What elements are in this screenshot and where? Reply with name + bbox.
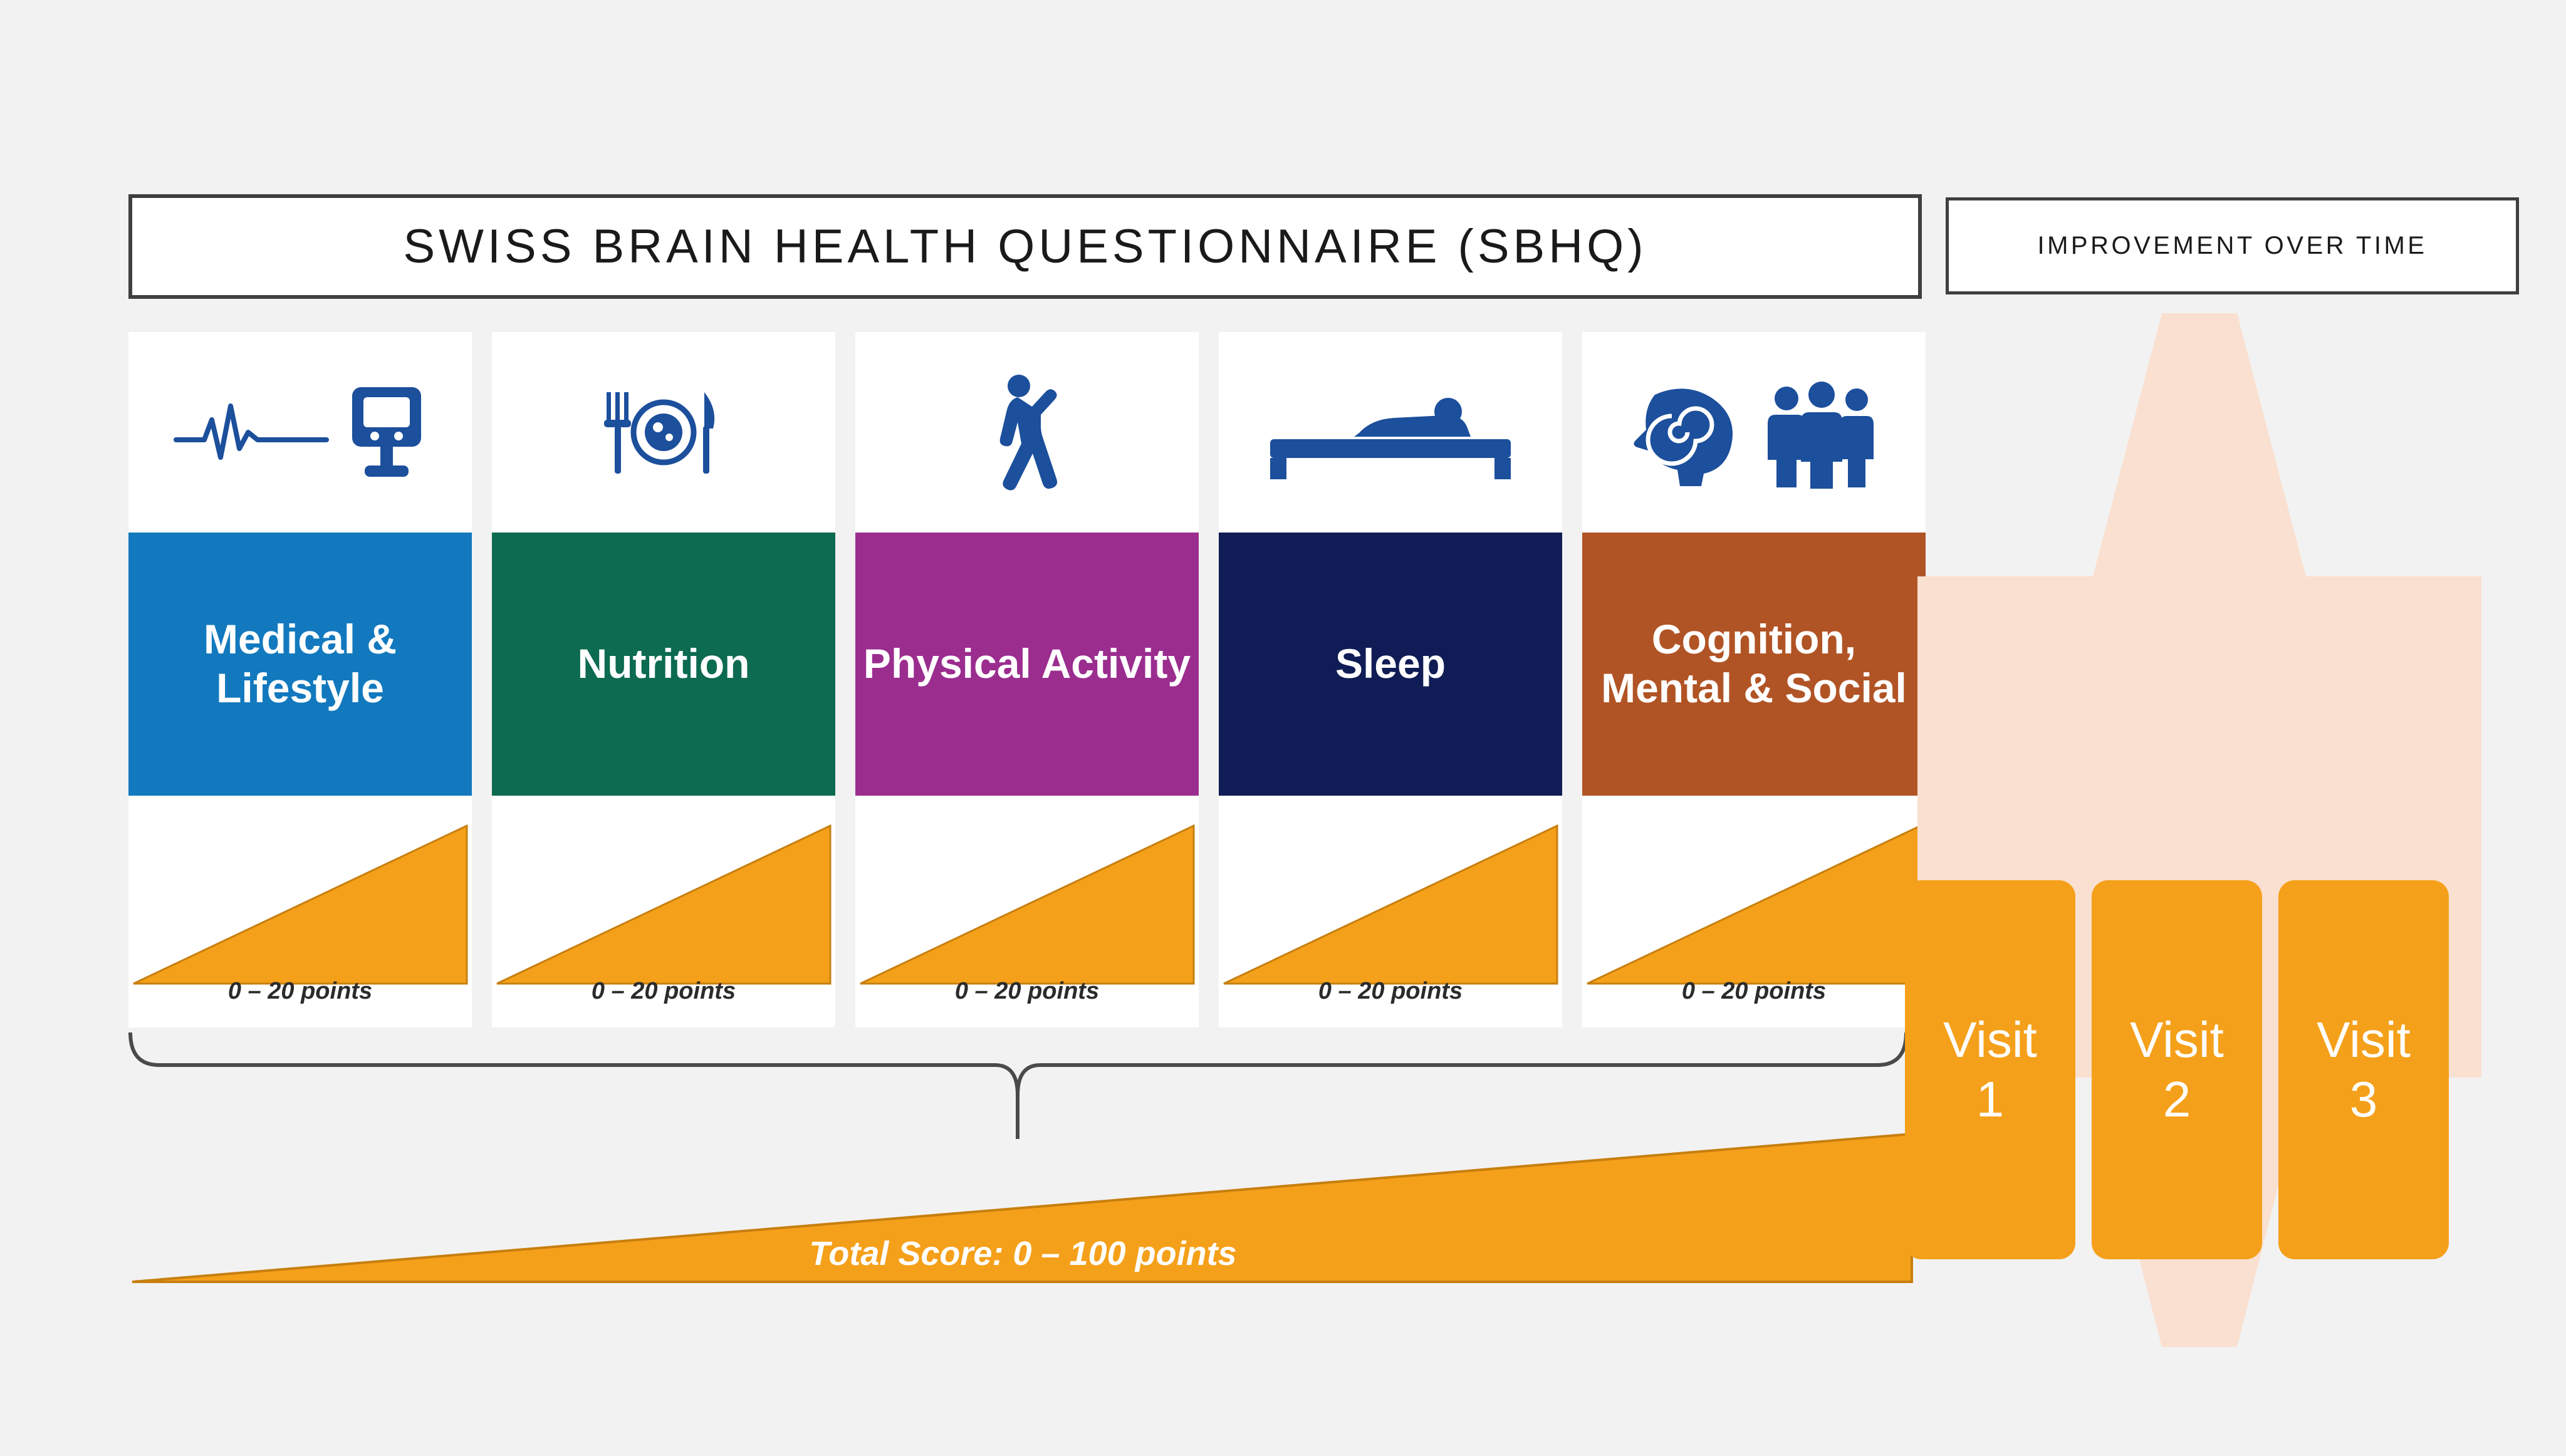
domain-columns [128,332,1914,1027]
group-of-people-icon [1765,376,1878,489]
domain-column-physical-activity[interactable] [855,332,1199,1027]
domain-band [492,533,835,796]
exercising-person-icon [974,370,1080,495]
domain-icon-group [128,332,472,533]
domain-points-label: 0 – 20 points [227,978,373,1004]
domain-score-triangle [128,796,472,1027]
domain-column-sleep[interactable] [1219,332,1562,1027]
domain-score-triangle [1582,796,1926,1027]
domain-label: Nutrition [577,640,750,687]
page-title: SWISS BRAIN HEALTH QUESTIONNAIRE (SBHQ) [403,220,1647,273]
fork-plate-knife-icon [592,382,736,482]
visit-card-2[interactable] [2092,880,2262,1259]
improvement-over-time-box [1946,197,2519,294]
domain-band [855,533,1199,796]
domain-score-triangle [492,796,835,1027]
title-box [128,194,1922,299]
domain-band [128,533,472,796]
person-in-bed-icon [1265,379,1516,486]
domain-score-triangle [855,796,1199,1027]
total-score-label: Total Score: 0 – 100 points [809,1235,1237,1272]
visit-card-3-line1: Visit [2317,1012,2411,1068]
domain-label: Medical & Lifestyle [203,616,397,711]
visit-card-1-line2: 1 [1976,1071,2005,1127]
domain-icon-group [1582,332,1926,533]
domain-points-label: 0 – 20 points [954,978,1100,1004]
domain-points-label: 0 – 20 points [591,978,736,1004]
domain-icon-group [855,332,1199,533]
head-spiral-icon [1630,376,1749,489]
improvement-arrow-group [1905,313,2532,1347]
improvement-over-time-label: IMPROVEMENT OVER TIME [2037,232,2428,259]
blood-pressure-monitor-icon [346,382,427,482]
diagram-canvas [38,25,2528,1435]
visit-card-2-line1: Visit [2130,1012,2224,1068]
heartbeat-icon [173,395,330,470]
domain-band [1582,533,1926,796]
visit-card-3[interactable] [2278,880,2449,1259]
domain-points-label: 0 – 20 points [1318,978,1463,1004]
visit-card-3-line2: 3 [2349,1071,2378,1127]
domain-label: Physical Activity [863,640,1191,687]
domain-icon-group [492,332,835,533]
visit-card-2-line2: 2 [2162,1071,2191,1127]
domain-score-triangle [1219,796,1562,1027]
domain-column-cognition-mental-social[interactable] [1582,332,1926,1027]
domain-label: Cognition, Mental & Social [1601,616,1907,711]
domain-icon-group [1219,332,1562,533]
total-score-triangle [128,1115,1917,1303]
domain-column-medical-lifestyle[interactable] [128,332,472,1027]
domain-label: Sleep [1335,640,1446,687]
domain-band [1219,533,1562,796]
domain-column-nutrition[interactable] [492,332,835,1027]
domain-points-label: 0 – 20 points [1681,978,1827,1004]
visit-card-1-line1: Visit [1943,1012,2037,1068]
visit-card-1[interactable] [1905,880,2075,1259]
